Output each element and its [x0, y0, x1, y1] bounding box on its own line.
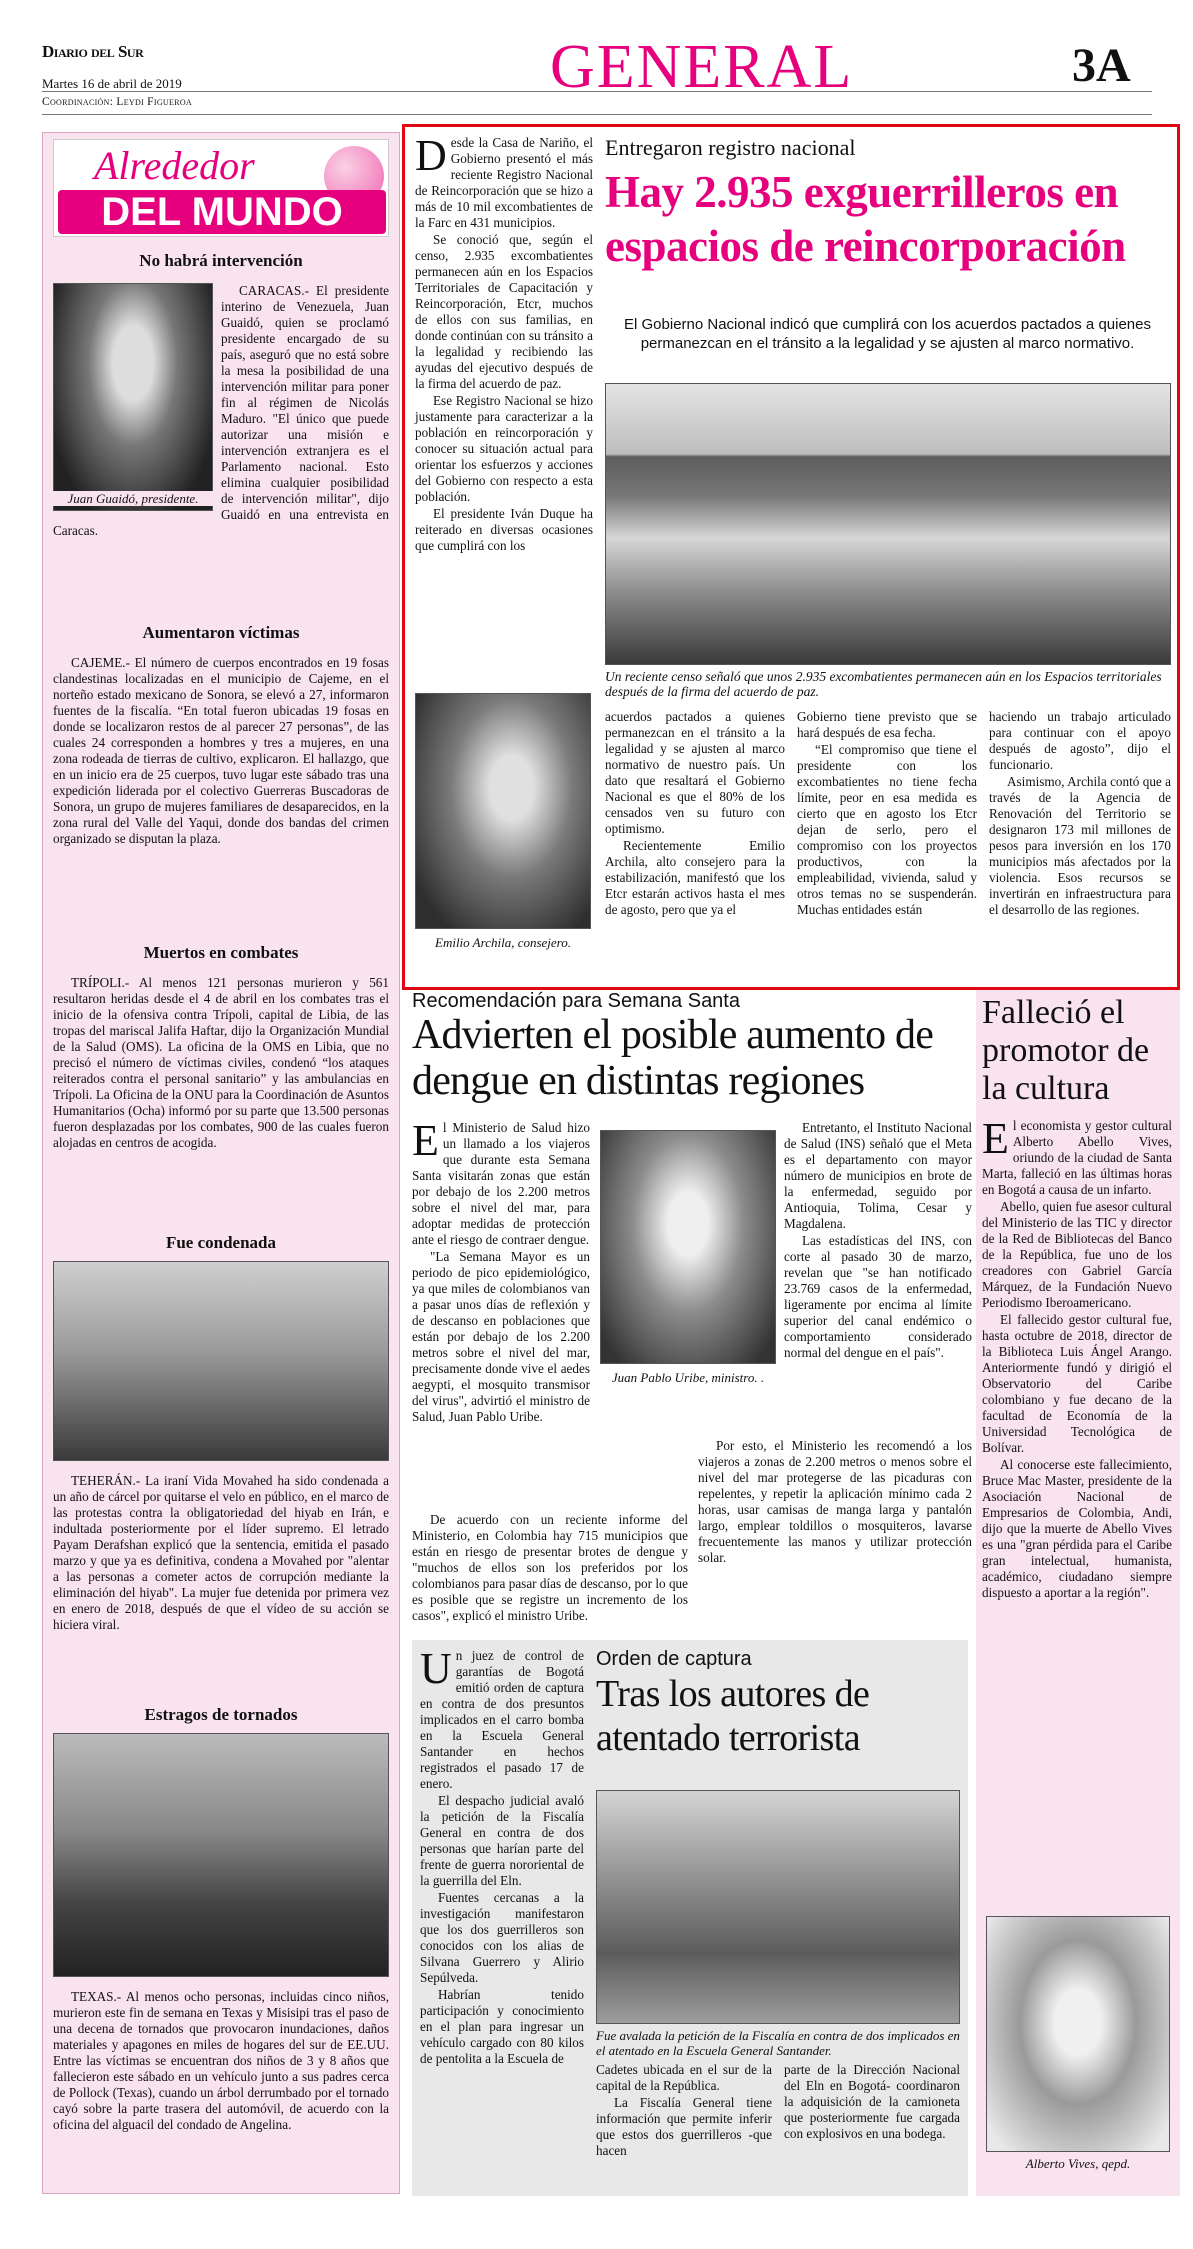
- lead-headline: Hay 2.935 exguerrilleros en espacios de reincorporación: [605, 167, 1126, 271]
- lead-kicker: Entregaron registro nacional: [605, 135, 856, 160]
- obituary-body: [982, 1114, 1172, 1602]
- page-number: 3A: [1072, 39, 1131, 92]
- dengue-para: Por esto, el Ministerio les recomendó a los viajeros a zonas de 2.200 metros o menos sobre el nivel del mar protegerse de las picaduras con repelentes, y repetir la aplicación mínimo cada 2 horas, usar camisas de manga larga y pantalón largo, emplear toldillos o mosquiteros, lavarse frecuentemente las manos y utilizar protección solar.: [698, 1438, 972, 1565]
- sidebar-article-texas: [53, 1705, 389, 2134]
- tornado-photo: [53, 1733, 389, 1977]
- lead-para: esde la Casa de Nariño, el Gobierno presentó el más reciente Registro Nacional de Reincorporación que se hizo a más de 10 mil excombatientes de la Farc en 431 municipios.: [415, 135, 593, 230]
- lead-para: El presidente Iván Duque ha reiterado en diversas ocasiones que cumplirá con los: [415, 506, 593, 553]
- coordination: Coordinación: Leydi Figueroa: [42, 96, 192, 108]
- captura-para: Cadetes ubicada en el sur de la capital de la República.: [596, 2062, 772, 2093]
- photo-caption: Un reciente censo señaló que unos 2.935 excombatientes permanecen aún en los Espacios territoriales después de la firma del acuerdo de paz.: [605, 669, 1162, 699]
- sidebar-article-libya: [53, 943, 389, 1152]
- dengue-col-2-bottom: [698, 1438, 972, 1567]
- archila-photo: [415, 693, 591, 929]
- paper-name: Diario del Sur: [42, 42, 144, 61]
- obituary-article: [976, 990, 1180, 2196]
- dengue-col-1-bottom: [412, 1512, 688, 1625]
- obituary-para: Abello, quien fue asesor cultural del Ministerio de las TIC y director de la Red de Bibliotecas del Banco de la República, fue uno de los creadores con Gabriel García Márquez, de la Fundación Nuevo Periodismo Iberoamericano.: [982, 1199, 1172, 1310]
- sidebar-article-venezuela: [53, 251, 389, 540]
- uribe-photo: [600, 1130, 776, 1364]
- sidebar-body: CAJEME.- El número de cuerpos encontrados en 19 fosas clandestinas localizadas en el municipio de Cajeme, en el norteño estado mexicano de Sonora, se elevó a 27, informaron fuentes de la fiscalía. “En total fueron ubicadas 19 fosas en donde se localizaron restos de al parecer 27 personas”, de las cuales 24 corresponden a hombres y tres a mujeres, en una zona rodeada de tierras de cultivo, explicaron. El hallazgo, que en un inicio era de 25 cuerpos, tuvo lugar este sábado tras una expedición liderada por el colectivo Guerreras Buscadoras de Sonora, un grupo de mujeres familiares de desaparecidos, en la zona rural del Valle del Yaqui, donde dos bandas del crimen organizado se disputan la plaza.: [53, 655, 389, 846]
- photo-caption: Fue avalada la petición de la Fiscalía en contra de dos implicados en el atentado en la Escuela General Santander.: [596, 2028, 960, 2058]
- guaido-photo: [53, 283, 213, 511]
- portrait-caption: Emilio Archila, consejero.: [435, 935, 571, 950]
- dengue-para: Entretanto, el Instituto Nacional de Salud (INS) señaló que el Meta es el departamento con mayor número de municipios en brote de la enfermedad, seguido por Antioquia, Tolima, Cesar y Magdalena.: [784, 1120, 972, 1231]
- dengue-col-1: [412, 1116, 590, 1426]
- captura-kicker: Orden de captura: [596, 1648, 752, 1670]
- dengue-para: Las estadísticas del INS, con corte al pasado 30 de marzo, revelan que "se han notificado 23.769 casos de la enfermedad, ligeramente por encima al límite superior del canal endémico o comportamiento considerado normal del dengue en el país".: [784, 1233, 972, 1360]
- photo-caption: Juan Guaidó, presidente.: [53, 491, 213, 506]
- captura-para: La Fiscalía General tiene información que permite inferir que estos dos guerrilleros -que hacen: [596, 2095, 772, 2158]
- dengue-para: De acuerdo con un reciente informe del Ministerio, en Colombia hay 715 municipios que están en riesgo de presentar brotes de dengue y "muchos de ellos son los preferidos por los colombianos para pasar días de descanso, por lo que es posible que se registre un incremento de los casos", explicó el ministro Uribe.: [412, 1512, 688, 1623]
- issue-date: Martes 16 de abril de 2019: [42, 76, 182, 91]
- dengue-headline: Advierten el posible aumento de dengue en distintas regiones: [412, 1012, 934, 1104]
- drop-cap: E: [412, 1116, 439, 1165]
- drop-cap: U: [420, 1644, 452, 1693]
- lead-para: Se conoció que, según el censo, 2.935 excombatientes permanecen aún en los Espacios Territoriales de Capacitación y Reincorporación, Etcr, muchos de ellos con sus familias, en donde continúan con su tránsito a la legalidad y recibiendo las ayudas del ejecutivo después de la firma del acuerdo de paz.: [415, 232, 593, 391]
- sidebar-article-mexico: [53, 623, 389, 848]
- lead-para: Ese Registro Nacional se hizo justamente para caracterizar a la población en reincorporación y conocer su situación actual para orientar los esfuerzos y acciones del Gobierno con respecto a esta población.: [415, 393, 593, 504]
- obituary-para: Al conocerse este fallecimiento, Bruce Mac Master, presidente de la Asociación Nacional de Empresarios de Colombia, Andi, dijo que la muerte de Abello Vives es una "gran pérdida para el Caribe gran intelectual, humanista, académico, ciudadano siempre dispuesto a aportar a la región".: [982, 1457, 1172, 1600]
- drop-cap: D: [415, 131, 447, 180]
- lead-para: Recientemente Emilio Archila, alto consejero para la estabilización, manifestó que los Etcr estarán activos hasta el mes de agosto, pero que ya el: [605, 838, 785, 917]
- sidebar-article-iran: [53, 1233, 389, 1634]
- dengue-para: "La Semana Mayor es un periodo de pico epidemiológico, ya que miles de colombianos van a pasar unos días de reflexión y de descanso en poblaciones que están por debajo de los 2.200 metros sobre el nivel del mar, precisamente donde vive el aedes aegypti, el mosquito transmisor del virus", advirtió el ministro de Salud, Juan Pablo Uribe.: [412, 1249, 590, 1424]
- captura-article: [412, 1640, 968, 2196]
- captura-para: n juez de control de garantías de Bogotá emitió orden de captura en contra de dos presuntos implicados en el carro bomba en la Escuela General Santander en hechos registrados el pasado 17 de enero.: [420, 1648, 584, 1791]
- obituary-para: El fallecido gestor cultural fue, hasta octubre de 2018, director de la Biblioteca Luis Ángel Arango. Anteriormente fundó y dirigió el Observatorio del Caribe colombiano y fue decano de la facultad de Economía de la Universidad Tecnológica de Bolívar.: [982, 1312, 1172, 1455]
- sidebar-headline: Aumentaron víctimas: [142, 623, 300, 642]
- sidebar-body: TEXAS.- Al menos ocho personas, incluidas cinco niños, murieron este fin de semana en Texas y Misisipi tras el paso de una decena de tornados que provocaron inundaciones, daños materiales y apagones en miles de hogares del sur de EE.UU. Entre las víctimas se encuentran dos niños de 3 y 8 años que fallecieron este sábado en un vehículo junto a sus padres cerca de Pollock (Texas), cuando un árbol derrumbado por el tornado cayó sobre la parte trasera del automóvil, de acuerdo con la oficina del alguacil del condado de Angelina.: [53, 1989, 389, 2132]
- banner-bold: DEL MUNDO: [58, 190, 386, 234]
- obituary-headline: Falleció el promotor de la cultura: [982, 994, 1150, 1107]
- lead-col-2: [605, 709, 785, 919]
- lead-para: Gobierno tiene previsto que se hará después de esa fecha.: [797, 709, 977, 740]
- captura-col-2: [596, 2062, 772, 2160]
- lead-para: “El compromiso que tiene el presidente con los excombatientes no tiene fecha límite, peor en esa medida es cierto que en agosto los Etcr dejan de serlo, pero el compromiso con los proyectos productivos, con la empleabilidad, vivienda, salud y otros temas no se suspenderán. Muchas entidades están: [797, 742, 977, 917]
- dengue-kicker: Recomendación para Semana Santa: [412, 990, 740, 1012]
- vives-photo: [986, 1916, 1170, 2152]
- sidebar-headline: Muertos en combates: [143, 943, 299, 962]
- attack-photo: [596, 1790, 960, 2024]
- world-sidebar: [42, 132, 400, 2194]
- captura-headline: Tras los autores de atentado terrorista: [596, 1673, 870, 1759]
- captura-left-col: [420, 1644, 584, 2068]
- sidebar-body: TRÍPOLI.- Al menos 121 personas murieron y 561 resultaron heridas desde el 4 de abril en los combates tras el inicio de la ofensiva contra Trípoli, capital de Libia, de las tropas del mariscal Jalifa Haftar, dijo la Organización Mundial de la Salud (OMS). La oficina de la OMS en Libia, que no precisó el número de víctimas civiles, condenó “los ataques reiterados contra el personal sanitario” y las ambulancias en Trípoli. La Oficina de la ONU para la Coordinación de Asuntos Humanitarios (Ocha) informó por su parte que 13.500 personas fueron desplazadas por los combates, 900 de las cuales fueron alojadas en centros de acogida.: [53, 975, 389, 1150]
- lead-para: haciendo un trabajo articulado para continuar con el apoyo después de agosto”, dijo el funcionario.: [989, 709, 1171, 772]
- lead-para: acuerdos pactados a quienes permanezcan en el tránsito a la legalidad y se ajusten al marco normativo de nuestro país. Un dato que resaltará el Gobierno Nacional es que el 80% de los censados ven su futuro con optimismo.: [605, 709, 785, 836]
- captura-para: El despacho judicial avaló la petición de la Fiscalía General en contra de dos personas que harían parte del frente de guerra nororiental de la guerrilla del Eln.: [420, 1793, 584, 1888]
- drop-cap: E: [982, 1114, 1009, 1163]
- masthead-rule-bottom: [42, 114, 1152, 115]
- protest-photo: [53, 1261, 389, 1461]
- masthead: [42, 33, 1152, 122]
- captura-para: Habrían tenido participación y conocimiento en el plan para ingresar un vehículo cargado con 80 kilos de pentolita a la Escuela de: [420, 1987, 584, 2066]
- portrait-caption: Alberto Vives, qepd.: [1025, 2156, 1131, 2171]
- lead-col-3: [797, 709, 977, 919]
- sidebar-banner: [53, 139, 389, 237]
- sidebar-headline: Fue condenada: [165, 1233, 277, 1252]
- lead-deck: El Gobierno Nacional indicó que cumplirá con los acuerdos pactados a quienes permanezcan en el tránsito a la legalidad y se ajusten al marco normativo.: [624, 316, 1151, 352]
- dengue-para: l Ministerio de Salud hizo un llamado a los viajeros que durante esta Semana Santa visitarán zonas que están por debajo de los 2.200 metros sobre el nivel del mar, para adoptar medidas de protección ante el riesgo de contraer dengue.: [412, 1120, 590, 1247]
- exguerrillas-photo: [605, 383, 1171, 665]
- captura-col-3: [784, 2062, 960, 2143]
- obituary-para: l economista y gestor cultural Alberto Abello Vives, oriundo de la ciudad de Santa Marta, falleció en las últimas horas en Bogotá a causa de un infarto.: [982, 1118, 1172, 1197]
- captura-para: Fuentes cercanas a la investigación manifestaron que los dos guerrilleros son conocidos con los alias de Silvana Guerrero y Alirio Sepúlveda.: [420, 1890, 584, 1985]
- lead-col-1: [415, 131, 593, 555]
- dengue-article: [412, 990, 972, 1630]
- portrait-caption: Juan Pablo Uribe, ministro. .: [611, 1370, 765, 1385]
- dengue-col-2: [784, 1120, 972, 1362]
- section-title: GENERAL: [550, 33, 854, 101]
- lead-para: Asimismo, Archila contó que a través de la Agencia de Renovación del Territorio se designaron 173 mil millones de pesos para inversión en los 170 municipios más afectados por la violencia. Esos recursos se invertirán en infraestructura para el desarrollo de las regiones.: [989, 774, 1171, 917]
- sidebar-headline: No habrá intervención: [139, 251, 303, 270]
- banner-script: Alrededor: [94, 143, 255, 188]
- lead-article: [402, 124, 1180, 990]
- sidebar-headline: Estragos de tornados: [144, 1705, 298, 1724]
- lead-col-4: [989, 709, 1171, 919]
- sidebar-body: TEHERÁN.- La iraní Vida Movahed ha sido condenada a un año de cárcel por quitarse el velo en público, en el marco de las protestas contra la obligatoriedad del hiyab en Irán, e indultada posteriormente por el líder supremo. El letrado Payam Derafshan explicó que la sentencia, emitida el pasado marzo y que ya es definitiva, condena a Movahed por "alentar a las personas a cometer actos de corrupción mediante la eliminación del hiyab". La mujer fue detenida por primera vez en enero de 2018, después de que el vídeo de su acción se hiciera viral.: [53, 1473, 389, 1632]
- sidebar-body: CARACAS.- El presidente interino de Venezuela, Juan Guaidó, quien se proclamó presidente encargado de su país, aseguró que no está sobre la mesa la posibilidad de una intervención militar para poner fin al régimen de Nicolás Maduro. "El único que puede autorizar una misión e intervención extranjera es el Parlamento nacional. Esto elimina cualquier posibilidad de intervención militar", dijo Guaidó en una entrevista en Caracas.: [53, 283, 389, 538]
- captura-para: parte de la Dirección Nacional del Eln en Bogotá- coordinaron la adquisición de la camioneta que posteriormente fue cargada con explosivos en una bodega.: [784, 2062, 960, 2141]
